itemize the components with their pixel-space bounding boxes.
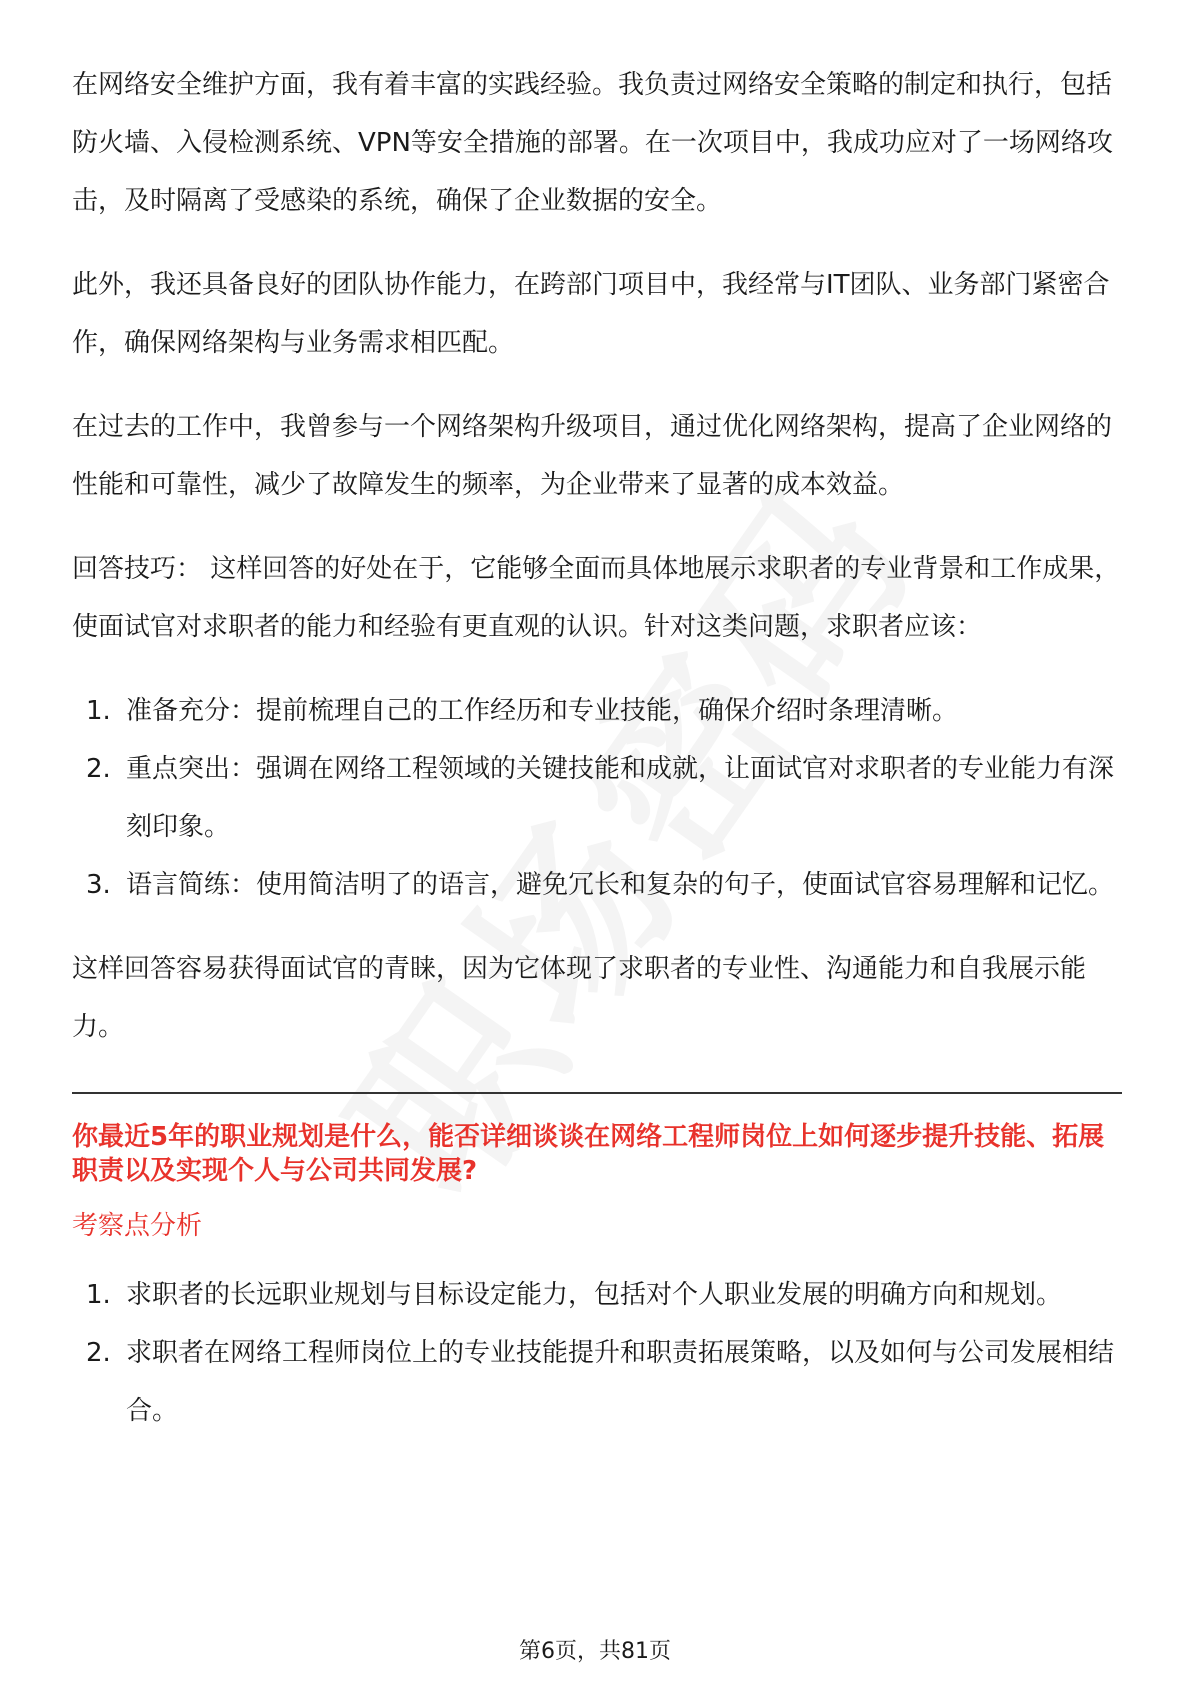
list-text: 准备充分：提前梳理自己的工作经历和专业技能，确保介绍时条理清晰。: [126, 696, 959, 726]
list-item: [72, 856, 1122, 914]
list-item: [72, 1266, 1122, 1324]
list-item: [72, 740, 1122, 856]
list-number: 1.: [86, 1280, 111, 1310]
list-text: 重点突出：强调在网络工程领域的关键技能和成就，让面试官对求职者的专业能力有深刻印象。: [126, 754, 1115, 842]
tips-list: [72, 682, 1122, 914]
paragraph-answer-tips: 回答技巧： 这样回答的好处在于，它能够全面而具体地展示求职者的专业背景和工作成果，使面试官对求职者的能力和经验有更直观的认识。针对这类问题，求职者应该：: [72, 554, 1121, 642]
paragraph-closing: 这样回答容易获得面试官的青睐，因为它体现了求职者的专业性、沟通能力和自我展示能力。: [72, 954, 1087, 1042]
interview-question: 你最近5年的职业规划是什么，能否详细谈谈在网络工程师岗位上如何逐步提升技能、拓展职责以及实现个人与公司共同发展?: [72, 1122, 1105, 1186]
section-divider: [72, 1092, 1122, 1094]
paragraph-upgrade-project: 在过去的工作中，我曾参与一个网络架构升级项目，通过优化网络架构，提高了企业网络的性能和可靠性，减少了故障发生的频率，为企业带来了显著的成本效益。: [72, 412, 1113, 500]
list-number: 2.: [86, 1338, 111, 1368]
list-number: 1.: [86, 696, 111, 726]
list-number: 3.: [86, 870, 111, 900]
list-text: 语言简练：使用简洁明了的语言，避免冗长和复杂的句子，使面试官容易理解和记忆。: [126, 870, 1115, 900]
document-body: [72, 56, 1122, 1466]
section-title: 考察点分析: [72, 1211, 203, 1241]
paragraph-teamwork: 此外，我还具备良好的团队协作能力，在跨部门项目中，我经常与IT团队、业务部门紧密合作，确保网络架构与业务需求相匹配。: [72, 270, 1110, 358]
list-item: [72, 1324, 1122, 1440]
list-text: 求职者在网络工程师岗位上的专业技能提升和职责拓展策略，以及如何与公司发展相结合。: [126, 1338, 1115, 1426]
page-footer: 第6页，共81页: [519, 1639, 671, 1664]
analysis-points-list: [72, 1266, 1122, 1440]
list-text: 求职者的长远职业规划与目标设定能力，包括对个人职业发展的明确方向和规划。: [126, 1280, 1063, 1310]
paragraph-security-experience: 在网络安全维护方面，我有着丰富的实践经验。我负责过网络安全策略的制定和执行，包括防火墙、入侵检测系统、VPN等安全措施的部署。在一次项目中，我成功应对了一场网络攻击，及时隔离了受感染的系统，确保了企业数据的安全。: [72, 70, 1113, 216]
list-number: 2.: [86, 754, 111, 784]
list-item: [72, 682, 1122, 740]
